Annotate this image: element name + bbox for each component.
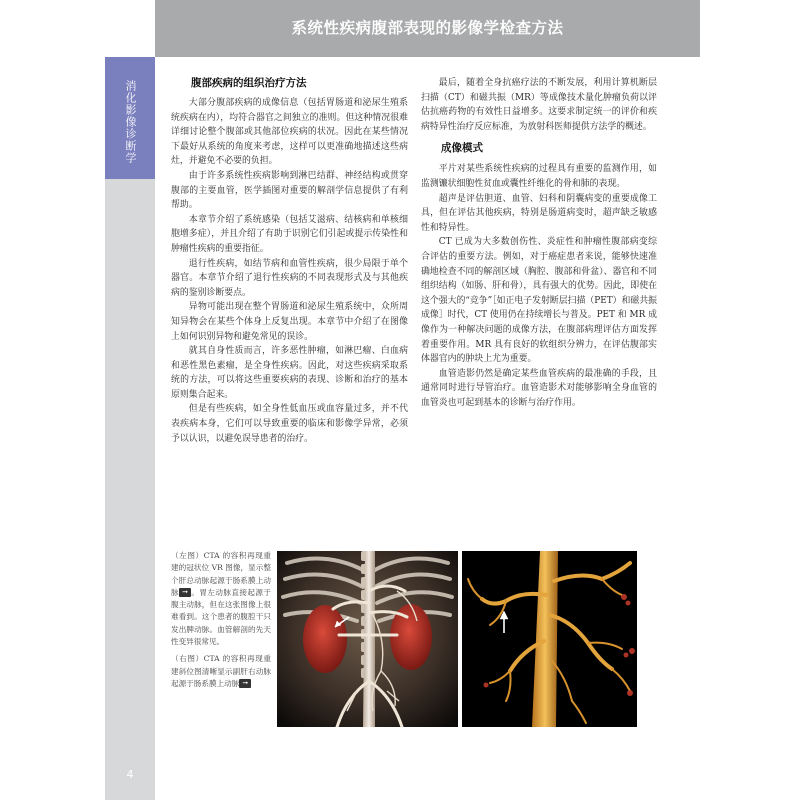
paragraph: 本章节介绍了系统感染（包括艾滋病、结核病和单核细胞增多症），并且介绍了有助于识别它们引起或提示传染性和肿瘤性疾病的重要指征。 bbox=[171, 214, 408, 254]
header-title-box bbox=[155, 0, 700, 57]
paragraph: 血管造影仍然是确定某些血管疾病的最准确的手段，且通常同时进行导管治疗。血管造影术对能够影响全身血管的血管炎也可起到基本的诊断与治疗作用。 bbox=[421, 368, 657, 408]
paragraph: 超声是评估胆道、血管、妇科和阴囊病变的重要成像工具，但在评估其他疾病，特别是肠道病变时，超声缺乏敏感性和特异性。 bbox=[421, 193, 657, 233]
paragraph: CT 已成为大多数创伤性、炎症性和肿瘤性腹部病变综合评估的重要方法。例如，对于癌症患者来说，能够快速准确地检查不同的解剖区域（胸腔、腹部和骨盆）、器官和不同组织结构（如肠、肝和骨），具有强大的优势。因此，即使在这个强大的“竞争”［如正电子发射断层扫描（PET）和磁共振成像］时代，CT 使用仍在持续增长与普及。PET 和 MR 成像作为一种解决问题的成像方法，在腹部病理评估方面发挥着重要作用。MR 具有良好的软组织分辨力，在评估腹部实体器官内的肿块上尤为重要。 bbox=[421, 237, 657, 365]
left-text-column bbox=[171, 76, 408, 446]
paragraph: 由于许多系统性疾病影响到淋巴结群、神经结构或贯穿腹部的主要血管，医学插图对重要的解剖学信息提供了有利帮助。 bbox=[171, 170, 408, 211]
paragraph: 异物可能出现在整个胃肠道和泌尿生殖系统中，众所周知异物会在某些个体身上反复出现。本章节中介绍了在图像上如何识别异物和避免常见的误诊。 bbox=[171, 302, 408, 342]
paragraph: 最后，随着全身抗癌疗法的不断发展，利用计算机断层扫描（CT）和磁共振（MR）等成像技术量化肿瘤负荷以评估抗癌药物的有效性日益增多。这要求制定统一的评价和疾病特异性治疗反应标准，为放射科医师提供方法学的概述。 bbox=[421, 78, 657, 132]
figure-caption bbox=[171, 550, 271, 695]
caption-left bbox=[171, 550, 271, 648]
paragraph: 就其自身性质而言，许多恶性肿瘤，如淋巴瘤、白血病和恶性黑色素瘤，是全身性疾病。因此，对这些疾病采取系统的方法，可以将这些重要疾病的表现、诊断和治疗的基本原则集合起来。 bbox=[171, 346, 408, 400]
section-tab bbox=[105, 57, 155, 179]
section-heading: 腹部疾病的组织治疗方法 bbox=[191, 77, 307, 89]
caption-right bbox=[171, 653, 271, 690]
section-tab-label: 消化影像诊断学 bbox=[124, 80, 137, 164]
paragraph: 平片对某些系统性疾病的过程具有重要的监测作用，如监测镰状细胞性贫血或囊性纤维化的骨和肺的表现。 bbox=[421, 164, 657, 189]
paragraph: 但是有些疾病，如全身性低血压或血容量过多，并不代表疾病本身，它们可以导致重要的临床和影像学异常，必须予以认识，以避免误导患者的治疗。 bbox=[171, 404, 408, 444]
arrow-icon: ➞ bbox=[239, 679, 251, 688]
paragraph: 退行性疾病，如结节病和血管性疾病，很少局限于单个器官。本章节介绍了退行性疾病的不同表现形式及与其他疾病的鉴别诊断要点。 bbox=[171, 258, 408, 298]
cta-oblique-image bbox=[462, 551, 637, 727]
right-text-column bbox=[421, 76, 657, 410]
arrow-icon: ➞ bbox=[179, 588, 191, 597]
section-heading: 成像模式 bbox=[441, 142, 483, 155]
cta-coronal-image bbox=[277, 551, 458, 727]
figure-left-cta-coronal bbox=[277, 551, 458, 727]
caption-left-text-2: 。胃左动脉直接起源于腹主动脉，但在这张图像上很难看到。这个患者的腹腔干只发出脾动脉。血管解剖的先天性变异很常见。 bbox=[171, 587, 271, 647]
page-title: 系统性疾病腹部表现的影像学检查方法 bbox=[291, 19, 564, 37]
page-number: 4 bbox=[126, 768, 134, 781]
figure-right-cta-oblique bbox=[462, 551, 637, 727]
caption-left-text: （左图）CTA 的容积再现重建的冠状位 VR 图像，显示整个肝总动脉起源于肠系膜上动脉 bbox=[171, 551, 271, 597]
paragraph: 大部分腹部疾病的成像信息（包括胃肠道和泌尿生殖系统疾病在内），均符合器官之间独立的准则。但这种情况很难详细讨论整个腹部或其他部位疾病的状况。因此在某些情况下最好从系统的角度来考虑，这样可以更准确地描述这些病灶，并避免不必要的负担。 bbox=[171, 98, 408, 167]
caption-right-text: （右图）CTA 的容积再现重建斜位图清晰显示副肝右动脉起源于肠系膜上动脉 bbox=[171, 654, 271, 688]
